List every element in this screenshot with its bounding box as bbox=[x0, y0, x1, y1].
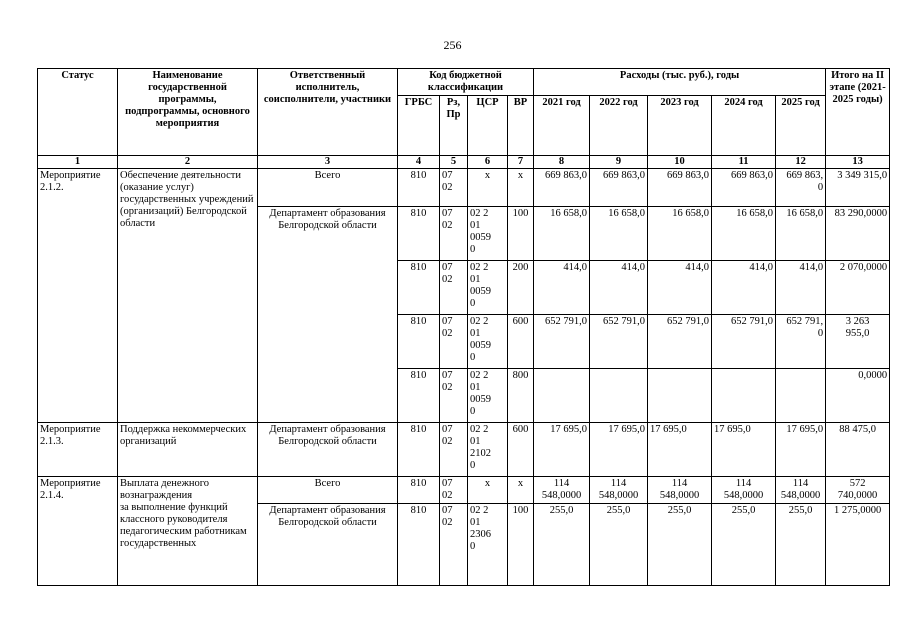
cell-rzpr: 07 02 bbox=[440, 169, 468, 207]
cell-total: 572 740,0000 bbox=[826, 477, 890, 504]
col-number: 12 bbox=[776, 156, 826, 169]
cell-csr: х bbox=[468, 169, 508, 207]
col-number: 3 bbox=[258, 156, 398, 169]
cell-2024: 114 548,0000 bbox=[712, 477, 776, 504]
row-executor: Департамент образования Белгородской области bbox=[258, 504, 398, 586]
cell-csr: 02 2 01 0059 0 bbox=[468, 207, 508, 261]
cell-2023: 17 695,0 bbox=[648, 423, 712, 477]
header-budget-code: Код бюджетной классификации bbox=[398, 69, 534, 96]
cell-2022: 652 791,0 bbox=[590, 315, 648, 369]
row-executor: Департамент образования Белгородской области bbox=[258, 207, 398, 423]
table-row bbox=[38, 477, 890, 504]
header-2024: 2024 год bbox=[712, 96, 776, 156]
cell-2025: 669 863, 0 bbox=[776, 169, 826, 207]
cell-2025: 652 791, 0 bbox=[776, 315, 826, 369]
cell-grbs: 810 bbox=[398, 315, 440, 369]
cell-2022: 414,0 bbox=[590, 261, 648, 315]
row-executor: Департамент образования Белгородской области bbox=[258, 423, 398, 477]
header-rzpr: Рз, Пр bbox=[440, 96, 468, 156]
row-name: Обеспечение деятельности (оказание услуг) государственных учреждений (организаций) Белгородской области bbox=[118, 169, 258, 423]
header-2025: 2025 год bbox=[776, 96, 826, 156]
cell-grbs: 810 bbox=[398, 207, 440, 261]
cell-2025: 17 695,0 bbox=[776, 423, 826, 477]
header-row-1 bbox=[38, 69, 890, 96]
cell-2021: 16 658,0 bbox=[534, 207, 590, 261]
cell-rzpr: 07 02 bbox=[440, 207, 468, 261]
cell-2021: 255,0 bbox=[534, 504, 590, 586]
col-number: 6 bbox=[468, 156, 508, 169]
cell-csr: 02 2 01 0059 0 bbox=[468, 369, 508, 423]
cell-2022: 17 695,0 bbox=[590, 423, 648, 477]
cell-csr: 02 2 01 0059 0 bbox=[468, 315, 508, 369]
col-number: 7 bbox=[508, 156, 534, 169]
cell-2024: 669 863,0 bbox=[712, 169, 776, 207]
cell-2024: 652 791,0 bbox=[712, 315, 776, 369]
col-number: 8 bbox=[534, 156, 590, 169]
col-number: 4 bbox=[398, 156, 440, 169]
cell-csr: 02 2 01 0059 0 bbox=[468, 261, 508, 315]
cell-2022: 669 863,0 bbox=[590, 169, 648, 207]
table-row bbox=[38, 423, 890, 477]
cell-2024: 414,0 bbox=[712, 261, 776, 315]
cell-csr: 02 2 01 2306 0 bbox=[468, 504, 508, 586]
cell-vr: 600 bbox=[508, 315, 534, 369]
column-number-row bbox=[38, 156, 890, 169]
cell-total: 88 475,0 bbox=[826, 423, 890, 477]
cell-2023: 114 548,0000 bbox=[648, 477, 712, 504]
cell-grbs: 810 bbox=[398, 423, 440, 477]
cell-csr: 02 2 01 2102 0 bbox=[468, 423, 508, 477]
header-2021: 2021 год bbox=[534, 96, 590, 156]
cell-2024 bbox=[712, 369, 776, 423]
cell-2023: 652 791,0 bbox=[648, 315, 712, 369]
cell-vr: 100 bbox=[508, 207, 534, 261]
cell-rzpr: 07 02 bbox=[440, 423, 468, 477]
cell-total: 2 070,0000 bbox=[826, 261, 890, 315]
col-number: 9 bbox=[590, 156, 648, 169]
cell-2025: 16 658,0 bbox=[776, 207, 826, 261]
cell-2021: 114 548,0000 bbox=[534, 477, 590, 504]
header-executor: Ответственный исполнитель, соисполнители, участники bbox=[258, 69, 398, 156]
cell-2021: 669 863,0 bbox=[534, 169, 590, 207]
cell-2025 bbox=[776, 369, 826, 423]
header-expenses: Расходы (тыс. руб.), годы bbox=[534, 69, 826, 96]
cell-2021: 414,0 bbox=[534, 261, 590, 315]
cell-2024: 16 658,0 bbox=[712, 207, 776, 261]
cell-grbs: 810 bbox=[398, 477, 440, 504]
header-2023: 2023 год bbox=[648, 96, 712, 156]
col-number: 10 bbox=[648, 156, 712, 169]
cell-vr: 600 bbox=[508, 423, 534, 477]
row-status: Мероприятие 2.1.3. bbox=[38, 423, 118, 477]
cell-2024: 17 695,0 bbox=[712, 423, 776, 477]
cell-grbs: 810 bbox=[398, 169, 440, 207]
cell-total: 0,0000 bbox=[826, 369, 890, 423]
cell-rzpr: 07 02 bbox=[440, 477, 468, 504]
cell-rzpr: 07 02 bbox=[440, 261, 468, 315]
header-total: Итого на II этапе (2021-2025 годы) bbox=[826, 69, 890, 156]
cell-2025: 255,0 bbox=[776, 504, 826, 586]
cell-grbs: 810 bbox=[398, 369, 440, 423]
cell-2023: 16 658,0 bbox=[648, 207, 712, 261]
cell-2023: 669 863,0 bbox=[648, 169, 712, 207]
cell-rzpr: 07 02 bbox=[440, 504, 468, 586]
cell-2023: 414,0 bbox=[648, 261, 712, 315]
cell-2023: 255,0 bbox=[648, 504, 712, 586]
cell-vr: х bbox=[508, 477, 534, 504]
header-2022: 2022 год bbox=[590, 96, 648, 156]
row-name: Выплата денежного вознаграждения за выполнение функций классного руководителя педагогическим работникам государственных bbox=[118, 477, 258, 586]
row-status: Мероприятие 2.1.2. bbox=[38, 169, 118, 423]
header-grbs: ГРБС bbox=[398, 96, 440, 156]
cell-rzpr: 07 02 bbox=[440, 369, 468, 423]
header-status: Статус bbox=[38, 69, 118, 156]
table-row bbox=[38, 169, 890, 207]
row-name: Поддержка некоммерческих организаций bbox=[118, 423, 258, 477]
cell-vr: 800 bbox=[508, 369, 534, 423]
col-number: 2 bbox=[118, 156, 258, 169]
cell-2021: 652 791,0 bbox=[534, 315, 590, 369]
cell-2022: 16 658,0 bbox=[590, 207, 648, 261]
cell-2025: 114 548,0000 bbox=[776, 477, 826, 504]
row-executor: Всего bbox=[258, 169, 398, 207]
cell-grbs: 810 bbox=[398, 504, 440, 586]
row-executor: Всего bbox=[258, 477, 398, 504]
cell-rzpr: 07 02 bbox=[440, 315, 468, 369]
header-name: Наименование государственной программы, подпрограммы, основного мероприятия bbox=[118, 69, 258, 156]
cell-2024: 255,0 bbox=[712, 504, 776, 586]
cell-total: 3 263 955,0 bbox=[826, 315, 890, 369]
cell-2025: 414,0 bbox=[776, 261, 826, 315]
cell-total: 3 349 315,0 bbox=[826, 169, 890, 207]
cell-total: 83 290,0000 bbox=[826, 207, 890, 261]
cell-2022 bbox=[590, 369, 648, 423]
col-number: 13 bbox=[826, 156, 890, 169]
page-number: 256 bbox=[443, 38, 462, 52]
col-number: 11 bbox=[712, 156, 776, 169]
cell-grbs: 810 bbox=[398, 261, 440, 315]
cell-vr: х bbox=[508, 169, 534, 207]
cell-vr: 200 bbox=[508, 261, 534, 315]
budget-table bbox=[37, 68, 890, 586]
header-csr: ЦСР bbox=[468, 96, 508, 156]
cell-csr: х bbox=[468, 477, 508, 504]
cell-2022: 114 548,0000 bbox=[590, 477, 648, 504]
cell-2021: 17 695,0 bbox=[534, 423, 590, 477]
col-number: 1 bbox=[38, 156, 118, 169]
col-number: 5 bbox=[440, 156, 468, 169]
cell-2023 bbox=[648, 369, 712, 423]
cell-vr: 100 bbox=[508, 504, 534, 586]
header-vr: ВР bbox=[508, 96, 534, 156]
cell-2022: 255,0 bbox=[590, 504, 648, 586]
cell-2021 bbox=[534, 369, 590, 423]
row-status: Мероприятие 2.1.4. bbox=[38, 477, 118, 586]
cell-total: 1 275,0000 bbox=[826, 504, 890, 586]
